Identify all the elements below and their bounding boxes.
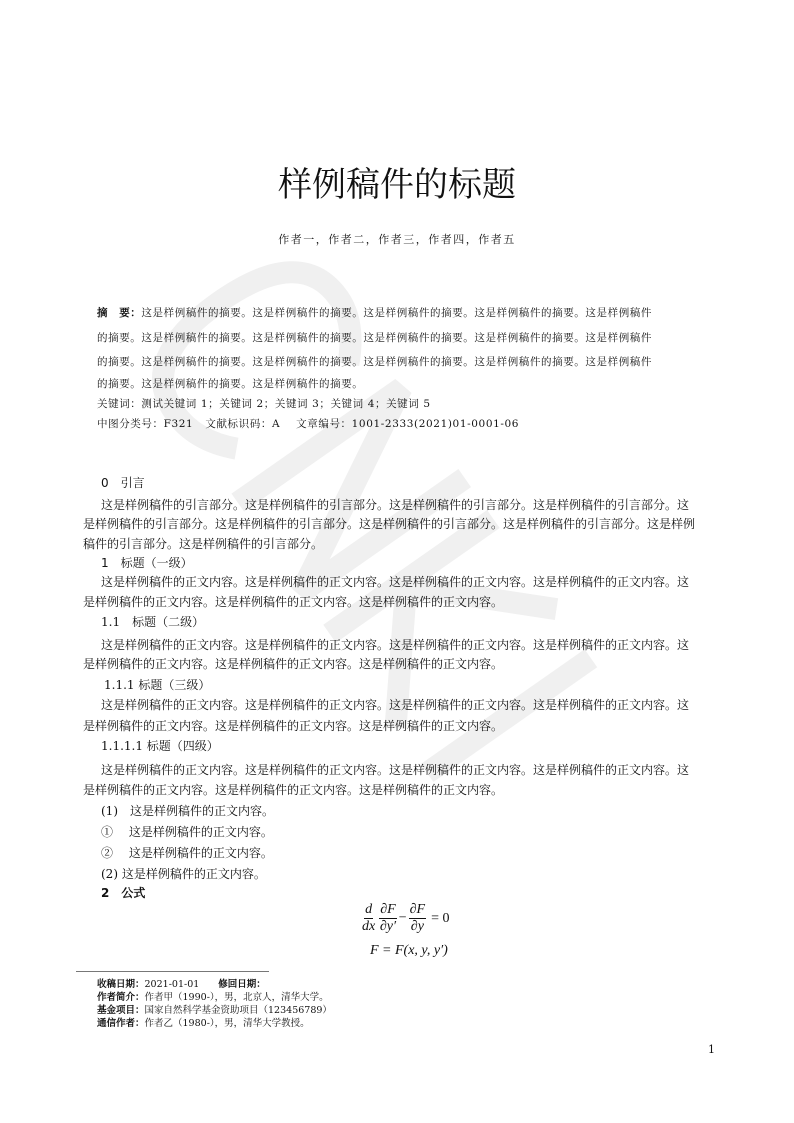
footnote-dates xyxy=(97,979,266,991)
article-no-label: 文章编号： xyxy=(296,418,352,430)
page-number: 1 xyxy=(708,1043,715,1056)
list-item: (1) 这是样例稿件的正文内容。 xyxy=(101,804,274,818)
heading-level1: 1 标题（一级） xyxy=(101,556,193,570)
eq-numerator: d xyxy=(365,902,373,917)
footnote-funding xyxy=(97,1005,332,1017)
paragraph-line: 这是样例稿件的引言部分。这是样例稿件的引言部分。这是样例稿件的引言部分。这是样例稿件的引言部分。这 xyxy=(101,498,690,512)
eq-operator: − xyxy=(398,910,407,926)
keywords-label: 关键词： xyxy=(97,398,142,410)
doc-code-label: 文献标识码： xyxy=(205,418,272,430)
keywords xyxy=(97,397,431,411)
watermark-letter-i xyxy=(427,658,591,773)
author-list: 作者一，作者二，作者三，作者四，作者五 xyxy=(278,233,516,246)
classification-line xyxy=(97,417,519,431)
heading-level3: 1.1.1 标题（三级） xyxy=(104,678,211,692)
footnote-value: 2021-01-01 xyxy=(144,979,219,990)
paragraph-line: 这是样例稿件的正文内容。这是样例稿件的正文内容。这是样例稿件的正文内容。这是样例稿件的正文内容。这 xyxy=(101,698,690,712)
paragraph-line: 稿件的引言部分。这是样例稿件的引言部分。 xyxy=(83,537,324,551)
paper-title: 样例稿件的标题 xyxy=(278,165,516,205)
doc-code-value: A xyxy=(271,418,281,430)
paragraph-line: 是样例稿件的引言部分。这是样例稿件的引言部分。这是样例稿件的引言部分。这是样例稿件的引言部分。这是样例 xyxy=(83,517,696,531)
paragraph-line: 这是样例稿件的正文内容。这是样例稿件的正文内容。这是样例稿件的正文内容。这是样例稿件的正文内容。这 xyxy=(101,638,690,652)
eq-numerator: ∂F xyxy=(409,902,426,917)
footnote-label: 基金项目： xyxy=(97,1005,145,1016)
footnote-rule xyxy=(76,971,269,972)
footnote-value: 作者甲（1990-），男，北京人，清华大学。 xyxy=(144,992,329,1003)
paragraph-line: 这是样例稿件的正文内容。这是样例稿件的正文内容。这是样例稿件的正文内容。这是样例稿件的正文内容。这 xyxy=(101,575,690,589)
heading-level4: 1.1.1.1 标题（四级） xyxy=(101,739,219,753)
eq-numerator: ∂F xyxy=(380,902,396,917)
clc-label: 中图分类号： xyxy=(97,418,164,430)
footnote-label: 作者简介： xyxy=(97,992,145,1003)
clc-value: F321 xyxy=(163,418,194,430)
footnote-label: 收稿日期： xyxy=(97,979,145,990)
eq-denominator: ∂y xyxy=(410,919,424,934)
abstract-text: 这是样例稿件的摘要。这是样例稿件的摘要。这是样例稿件的摘要。这是样例稿件的摘要。这是样例稿件 xyxy=(141,307,653,319)
eq-rhs: = 0 xyxy=(431,910,450,926)
eq-denominator: ∂y′ xyxy=(379,919,397,934)
equation-1 xyxy=(360,902,450,935)
abstract-label: 摘 要： xyxy=(97,307,142,319)
footnote-value: 国家自然科学基金资助项目（123456789） xyxy=(144,1005,332,1016)
abstract-line: 的摘要。这是样例稿件的摘要。这是样例稿件的摘要。这是样例稿件的摘要。这是样例稿件的摘要。这是样例稿件 xyxy=(97,356,652,368)
list-item: ① 这是样例稿件的正文内容。 xyxy=(101,825,273,839)
footnote-correspondence xyxy=(97,1018,310,1030)
heading-intro: 0 引言 xyxy=(101,476,145,490)
paragraph-line: 是样例稿件的正文内容。这是样例稿件的正文内容。这是样例稿件的正文内容。 xyxy=(83,595,504,609)
paragraph-line: 是样例稿件的正文内容。这是样例稿件的正文内容。这是样例稿件的正文内容。 xyxy=(83,657,504,671)
footnote-value: 作者乙（1980-），男，清华大学教授。 xyxy=(144,1018,310,1029)
article-no-value: 1001-2333(2021)01-0001-06 xyxy=(351,418,520,430)
footnote-label: 修回日期： xyxy=(218,979,266,990)
heading-formula: 2 公式 xyxy=(101,886,146,900)
footnote-label: 通信作者： xyxy=(97,1018,145,1029)
abstract-line: 的摘要。这是样例稿件的摘要。这是样例稿件的摘要。 xyxy=(97,378,364,390)
paragraph-line: 是样例稿件的正文内容。这是样例稿件的正文内容。这是样例稿件的正文内容。 xyxy=(83,783,504,797)
equation-2: F = F(x, y, y′) xyxy=(370,943,448,958)
list-item: ② 这是样例稿件的正文内容。 xyxy=(101,846,273,860)
abstract-line: 的摘要。这是样例稿件的摘要。这是样例稿件的摘要。这是样例稿件的摘要。这是样例稿件的摘要。这是样例稿件 xyxy=(97,332,652,344)
paragraph-line: 是样例稿件的正文内容。这是样例稿件的正文内容。这是样例稿件的正文内容。 xyxy=(83,719,504,733)
eq-denominator: dx xyxy=(362,919,376,934)
keywords-value: 测试关键词 1；关键词 2；关键词 3；关键词 4；关键词 5 xyxy=(141,398,431,410)
abstract-line xyxy=(97,306,652,320)
heading-level2: 1.1 标题（二级） xyxy=(101,615,205,629)
paragraph-line: 这是样例稿件的正文内容。这是样例稿件的正文内容。这是样例稿件的正文内容。这是样例稿件的正文内容。这 xyxy=(101,763,690,777)
watermark-letter-k xyxy=(330,519,560,728)
list-item: (2) 这是样例稿件的正文内容。 xyxy=(101,867,266,881)
footnote-author-bio xyxy=(97,992,329,1004)
